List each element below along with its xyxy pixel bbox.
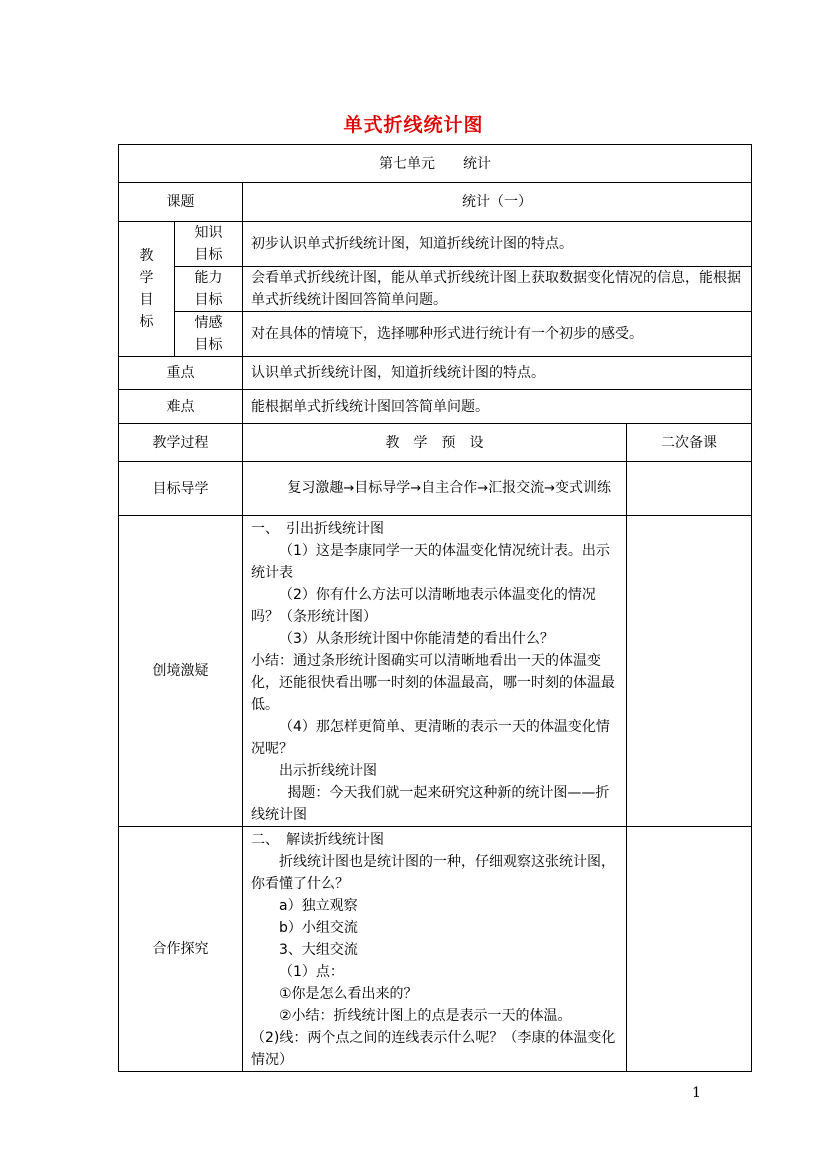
section2-line: （2)线：两个点之间的连线表示什么呢？（李康的体温变化情况）	[251, 1030, 616, 1068]
guide-step: 汇报交流	[488, 480, 545, 496]
process-middle-header: 教 学 预 设	[243, 424, 627, 462]
section1-line: （3）从条形统计图中你能清楚的看出什么？	[279, 631, 554, 647]
objective-sublabel-line: 知识	[194, 225, 223, 241]
objective-row-ability	[119, 267, 752, 312]
section2-content	[243, 827, 627, 1072]
difficulty-text: 能根据单式折线统计图回答简单问题。	[243, 390, 752, 424]
arrow-right-icon: →	[544, 481, 556, 496]
difficulty-row	[119, 390, 752, 424]
guide-flow-text	[251, 477, 620, 500]
lesson-row	[119, 183, 752, 222]
key-point-label: 重点	[119, 357, 243, 390]
process-label: 教学过程	[119, 424, 243, 462]
objective-sublabel	[175, 222, 243, 267]
section2-line: a）独立观察	[279, 898, 358, 914]
objective-sublabel-line: 目标	[194, 247, 223, 263]
guide-step: 复习激趣	[287, 480, 344, 496]
section1-line: （4）那怎样更简单、更清晰的表示一天的体温变化情况呢？	[251, 719, 610, 757]
key-point-text: 认识单式折线统计图，知道折线统计图的特点。	[243, 357, 752, 390]
section1-line: 出示折线统计图	[279, 763, 377, 779]
objective-sublabel	[175, 312, 243, 357]
objective-sublabel-line: 目标	[194, 337, 223, 353]
section2-line: （1）点：	[279, 964, 344, 980]
section1-line: （2）你有什么方法可以清晰地表示体温变化的情况吗？（条形统计图）	[251, 587, 596, 625]
objective-sublabel	[175, 267, 243, 312]
objective-text: 会看单式折线统计图，能从单式折线统计图上获取数据变化情况的信息，能根据单式折线统计图回答简单问题。	[243, 267, 752, 312]
section1-line: 小结：通过条形统计图确实可以清晰地看出一天的体温变化，还能很快看出哪一时刻的体温最高，哪一时刻的体温最低。	[251, 653, 615, 713]
objective-row-knowledge	[119, 222, 752, 267]
process-header-row	[119, 424, 752, 462]
objectives-label-char: 目	[139, 292, 154, 308]
difficulty-label: 难点	[119, 390, 243, 424]
section1-line: 揭题：今天我们就一起来研究这种新的统计图——折线统计图	[251, 785, 610, 823]
lesson-label: 课题	[119, 183, 243, 222]
document-title: 单式折线统计图	[343, 114, 484, 136]
section2-line: b）小组交流	[279, 920, 358, 936]
guide-step: 目标导学	[354, 480, 411, 496]
objective-text: 对在具体的情境下，选择哪种形式进行统计有一个初步的感受。	[243, 312, 752, 357]
arrow-right-icon: →	[477, 481, 489, 496]
objective-text: 初步认识单式折线统计图，知道折线统计图的特点。	[243, 222, 752, 267]
section2-line: 3、大组交流	[279, 942, 358, 958]
second-prep-header: 二次备课	[627, 424, 752, 462]
second-prep-cell	[627, 827, 752, 1072]
arrow-right-icon: →	[343, 481, 355, 496]
unit-row	[119, 145, 752, 183]
lesson-plan-table	[118, 144, 752, 1072]
section1-line: （1）这是李康同学一天的体温变化情况统计表。出示统计表	[251, 543, 610, 581]
section2-line: ①你是怎么看出来的？	[279, 986, 418, 1002]
second-prep-cell	[627, 462, 752, 516]
page-number: 1	[692, 1085, 701, 1101]
objective-sublabel-line: 情感	[194, 315, 223, 331]
guide-label: 目标导学	[119, 462, 243, 516]
guide-step: 变式训练	[555, 480, 612, 496]
section1-row	[119, 516, 752, 827]
unit-cell: 第七单元 统计	[119, 145, 752, 183]
objectives-label-char: 学	[139, 270, 154, 286]
objective-sublabel-line: 目标	[194, 292, 223, 308]
second-prep-cell	[627, 516, 752, 827]
guide-row	[119, 462, 752, 516]
guide-flow	[243, 462, 627, 516]
guide-step: 自主合作	[421, 480, 478, 496]
section1-line: 一、 引出折线统计图	[251, 521, 384, 537]
objective-row-emotion	[119, 312, 752, 357]
key-point-row	[119, 357, 752, 390]
lesson-value: 统计（一）	[243, 183, 752, 222]
section1-label: 创境激疑	[119, 516, 243, 827]
section2-line: 二、 解读折线统计图	[251, 832, 384, 848]
section1-content	[243, 516, 627, 827]
arrow-right-icon: →	[410, 481, 422, 496]
section2-line: ②小结：折线统计图上的点是表示一天的体温。	[279, 1008, 572, 1024]
objectives-label-char: 教	[139, 248, 154, 264]
section2-line: 折线统计图也是统计图的一种，仔细观察这张统计图，你看懂了什么？	[251, 854, 615, 892]
objectives-label	[119, 222, 175, 357]
section2-row	[119, 827, 752, 1072]
section2-label: 合作探究	[119, 827, 243, 1072]
objectives-label-char: 标	[139, 314, 154, 330]
objective-sublabel-line: 能力	[194, 270, 223, 286]
